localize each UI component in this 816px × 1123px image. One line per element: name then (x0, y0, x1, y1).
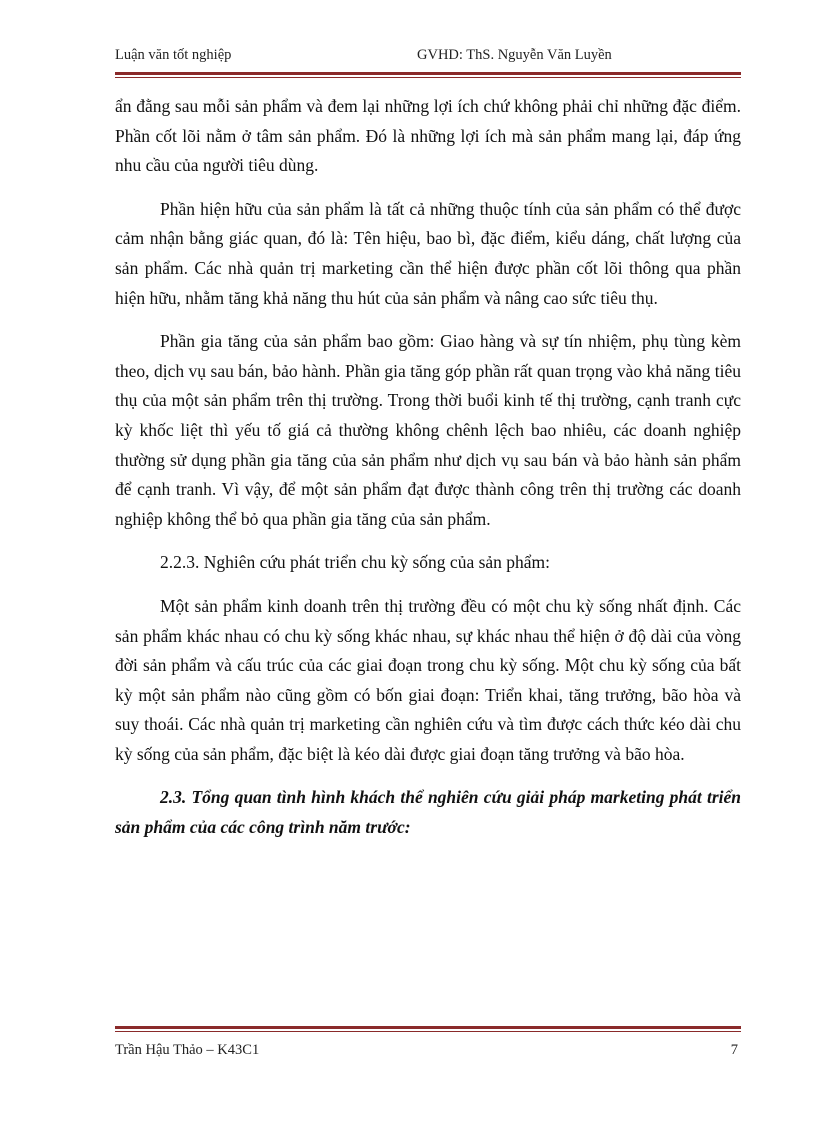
section-heading: 2.3. Tổng quan tình hình khách thể nghiên cứu giải pháp marketing phát triển sản phẩm của các công trình năm trước: (115, 787, 741, 838)
paragraph-actual-product: Phần hiện hữu của sản phẩm là tất cả những thuộc tính của sản phẩm có thể được cảm nhận bằng giác quan, đó là: Tên hiệu, bao bì, đặc điểm, kiểu dáng, chất lượng của sản phẩm. Các nhà quản trị marketing cần thể hiện được phần cốt lõi thông qua phần hiện hữu, nhằm tăng khả năng thu hút của sản phẩm và nâng cao sức tiêu thụ. (115, 198, 741, 308)
paragraph-core: ẩn đằng sau mỗi sản phẩm và đem lại những lợi ích chứ không phải chỉ những đặc điểm. Phần cốt lõi nằm ở tâm sản phẩm. Đó là những lợi ích mà sản phẩm mang lại, đáp ứng nhu cầu của người tiêu dùng. (115, 96, 741, 176)
header-thesis-label: Luận văn tốt nghiệp (115, 47, 232, 63)
paragraph-augmented-product: Phần gia tăng của sản phẩm bao gồm: Giao hàng và sự tín nhiệm, phụ tùng kèm theo, dịch vụ sau bán, bảo hành. Phần gia tăng góp phần rất quan trọng vào khả năng tiêu thụ của một sản phẩm trên thị trường. Trong thời buổi kinh tế thị trường, cạnh tranh cực kỳ khốc liệt thì yếu tố giá cả thường không chênh lệch bao nhiêu, các doanh nghiệp thường sử dụng phần gia tăng của sản phẩm như dịch vụ sau bán và bảo hành sản phẩm để cạnh tranh. Vì vậy, để một sản phẩm đạt được thành công trên thị trường các doanh nghiệp không thể bỏ qua phần gia tăng của sản phẩm. (115, 331, 741, 529)
page-number: 7 (730, 1042, 738, 1058)
page-body (115, 92, 741, 857)
subsection-heading: 2.2.3. Nghiên cứu phát triển chu kỳ sống của sản phẩm: (160, 552, 551, 573)
footer-author: Trần Hậu Thảo – K43C1 (115, 1042, 260, 1058)
header-rule (115, 72, 741, 78)
header-supervisor: GVHD: ThS. Nguyễn Văn Luyền (417, 47, 612, 63)
footer-rule (115, 1026, 741, 1032)
paragraph-life-cycle: Một sản phẩm kinh doanh trên thị trường đều có một chu kỳ sống nhất định. Các sản phẩm khác nhau có chu kỳ sống khác nhau, sự khác nhau thể hiện ở độ dài của vòng đời sản phẩm và cấu trúc của các giai đoạn trong chu kỳ sống. Một chu kỳ sống của bất kỳ một sản phẩm nào cũng gồm có bốn giai đoạn: Triển khai, tăng trưởng, bão hòa và suy thoái. Các nhà quản trị marketing cần nghiên cứu và tìm được cách thức kéo dài chu kỳ sống của sản phẩm, đặc biệt là kéo dài được giai đoạn tăng trưởng và bão hòa. (115, 595, 741, 764)
page-header (115, 47, 740, 67)
page-footer (115, 1042, 741, 1062)
